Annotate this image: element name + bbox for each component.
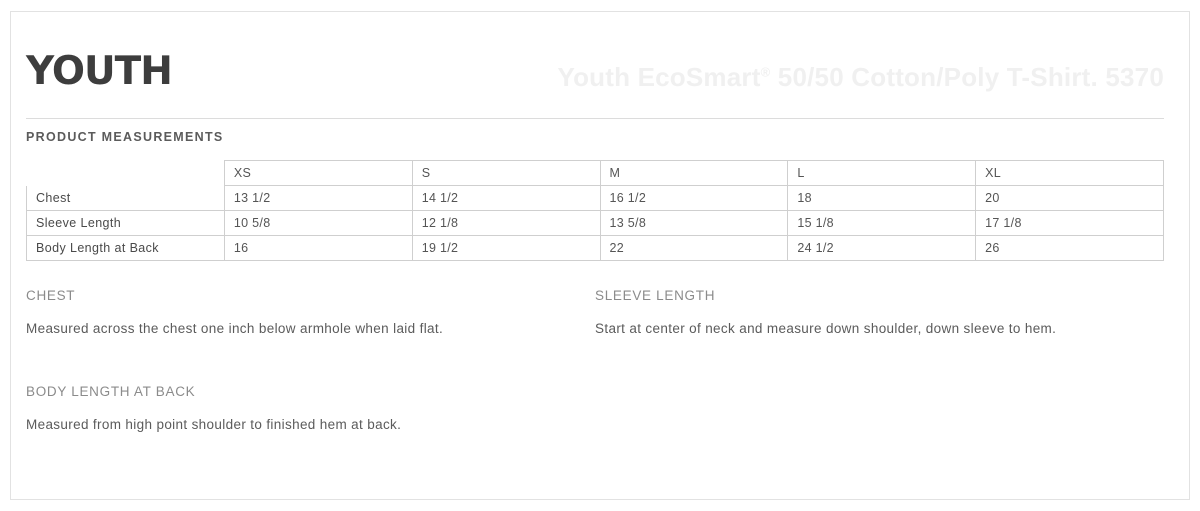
measurement-notes xyxy=(26,288,1164,480)
table-row xyxy=(27,186,1164,211)
row-label-body-length-at-back: Body Length at Back xyxy=(27,236,225,261)
row-label-chest: Chest xyxy=(27,186,225,211)
column-header-xl: XL xyxy=(976,161,1164,186)
note-sleeve-length xyxy=(595,288,1164,342)
measurements-table xyxy=(26,160,1164,261)
header-section xyxy=(26,30,1164,102)
cell-sleeve-xl: 17 1/8 xyxy=(976,211,1164,236)
cell-chest-xs: 13 1/2 xyxy=(224,186,412,211)
row-label-sleeve-length: Sleeve Length xyxy=(27,211,225,236)
cell-body-l: 24 1/2 xyxy=(788,236,976,261)
cell-chest-s: 14 1/2 xyxy=(412,186,600,211)
note-body-sleeve-length: Start at center of neck and measure down shoulder, down sleeve to hem. xyxy=(595,321,1057,336)
column-header-m: M xyxy=(600,161,788,186)
cell-chest-m: 16 1/2 xyxy=(600,186,788,211)
table-corner-cell xyxy=(27,161,225,186)
cell-chest-l: 18 xyxy=(788,186,976,211)
cell-body-s: 19 1/2 xyxy=(412,236,600,261)
table-header-row xyxy=(27,161,1164,186)
cell-body-xl: 26 xyxy=(976,236,1164,261)
column-header-s: S xyxy=(412,161,600,186)
table-row xyxy=(27,211,1164,236)
product-title-main: Youth EcoSmart xyxy=(557,62,761,92)
table-body xyxy=(27,186,1164,261)
column-header-xs: XS xyxy=(224,161,412,186)
note-chest xyxy=(26,288,595,342)
table-row xyxy=(27,236,1164,261)
column-header-l: L xyxy=(788,161,976,186)
product-title-watermark xyxy=(557,62,1164,93)
cell-chest-xl: 20 xyxy=(976,186,1164,211)
cell-sleeve-m: 13 5/8 xyxy=(600,211,788,236)
page-title: YOUTH xyxy=(26,49,172,94)
note-title-body-length-at-back: BODY LENGTH AT BACK xyxy=(26,383,196,399)
note-body-length-at-back xyxy=(26,384,595,438)
note-body-body-length-at-back: Measured from high point shoulder to finished hem at back. xyxy=(26,416,402,432)
cell-sleeve-xs: 10 5/8 xyxy=(224,211,412,236)
product-title-rest: 50/50 Cotton/Poly T-Shirt. 5370 xyxy=(770,62,1164,92)
note-spacer xyxy=(595,384,1164,438)
section-heading: PRODUCT MEASUREMENTS xyxy=(26,130,224,144)
cell-body-xs: 16 xyxy=(224,236,412,261)
registered-mark-icon: ® xyxy=(760,64,771,80)
divider xyxy=(26,118,1164,119)
cell-sleeve-s: 12 1/8 xyxy=(412,211,600,236)
note-title-chest: CHEST xyxy=(26,288,76,303)
cell-sleeve-l: 15 1/8 xyxy=(788,211,976,236)
note-title-sleeve-length: SLEEVE LENGTH xyxy=(595,288,716,303)
cell-body-m: 22 xyxy=(600,236,788,261)
header-row xyxy=(26,30,1164,102)
table-header xyxy=(27,161,1164,186)
note-body-chest: Measured across the chest one inch below armhole when laid flat. xyxy=(26,321,444,336)
